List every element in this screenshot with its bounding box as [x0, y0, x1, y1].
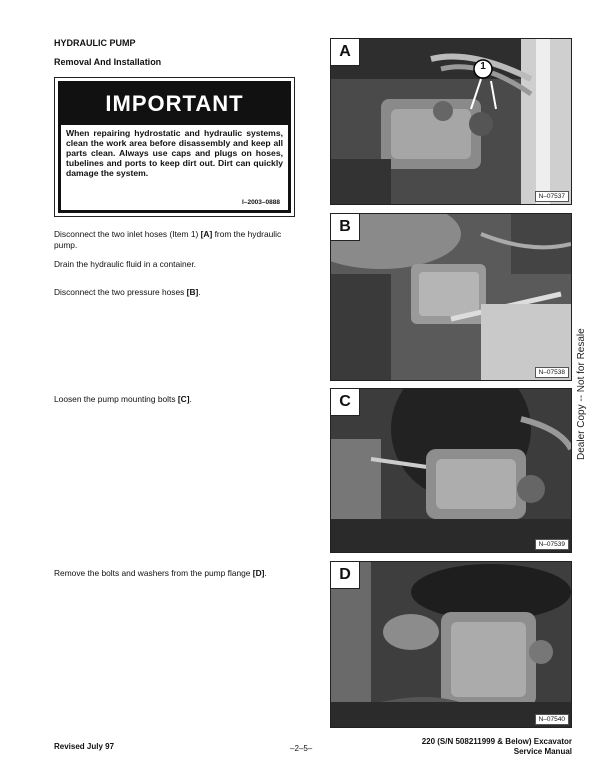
- important-notice: [54, 77, 295, 217]
- figure-d-photo: [330, 561, 572, 728]
- figure-c-photo: [330, 388, 572, 553]
- figure-c-letter: C: [331, 389, 360, 416]
- section-title: HYDRAULIC PUMP: [54, 38, 136, 48]
- figure-b-letter: B: [331, 214, 360, 241]
- figure-a-letter: A: [331, 39, 360, 66]
- figure-d-image: [331, 562, 571, 727]
- important-code: I–2003–0888: [242, 199, 280, 206]
- step-disconnect-inlet: Disconnect the two inlet hoses (Item 1) [A] from the hydraulic pump.: [54, 229, 282, 250]
- important-heading: IMPORTANT: [61, 84, 288, 124]
- important-text: When repairing hydrostatic and hydraulic systems, clean the work area before disassembly and keep all parts clean. Always use caps and plugs on hoses, tubelines and ports to keep dirt out. Dirt can quickly damage the system.: [66, 128, 283, 178]
- dealer-watermark: Dealer Copy -- Not for Resale: [576, 328, 587, 460]
- figure-a-image: [331, 39, 571, 204]
- figure-c-image: [331, 389, 571, 552]
- figure-a-code: N–07537: [535, 191, 569, 202]
- figure-a-callout: 1: [480, 61, 486, 72]
- footer-revision: Revised July 97: [54, 742, 115, 751]
- figure-d-code: N–07540: [535, 714, 569, 725]
- figure-a-photo: [330, 38, 572, 205]
- figure-b-photo: [330, 213, 572, 381]
- footer-manual-title: 220 (S/N 508211999 & Below) Excavator Service Manual: [421, 737, 572, 756]
- step-disconnect-pressure: Disconnect the two pressure hoses [B].: [54, 287, 201, 297]
- step-remove-bolts: Remove the bolts and washers from the pump flange [D].: [54, 568, 267, 578]
- figure-d-letter: D: [331, 562, 360, 589]
- figure-c-code: N–07539: [535, 539, 569, 550]
- subsection-title: Removal And Installation: [54, 57, 162, 67]
- figure-b-code: N–07538: [535, 367, 569, 378]
- figure-b-image: [331, 214, 571, 380]
- step-loosen-bolts: Loosen the pump mounting bolts [C].: [54, 394, 192, 404]
- footer-page-number: –2–5–: [290, 744, 313, 753]
- step-drain-fluid: Drain the hydraulic fluid in a container.: [54, 259, 196, 269]
